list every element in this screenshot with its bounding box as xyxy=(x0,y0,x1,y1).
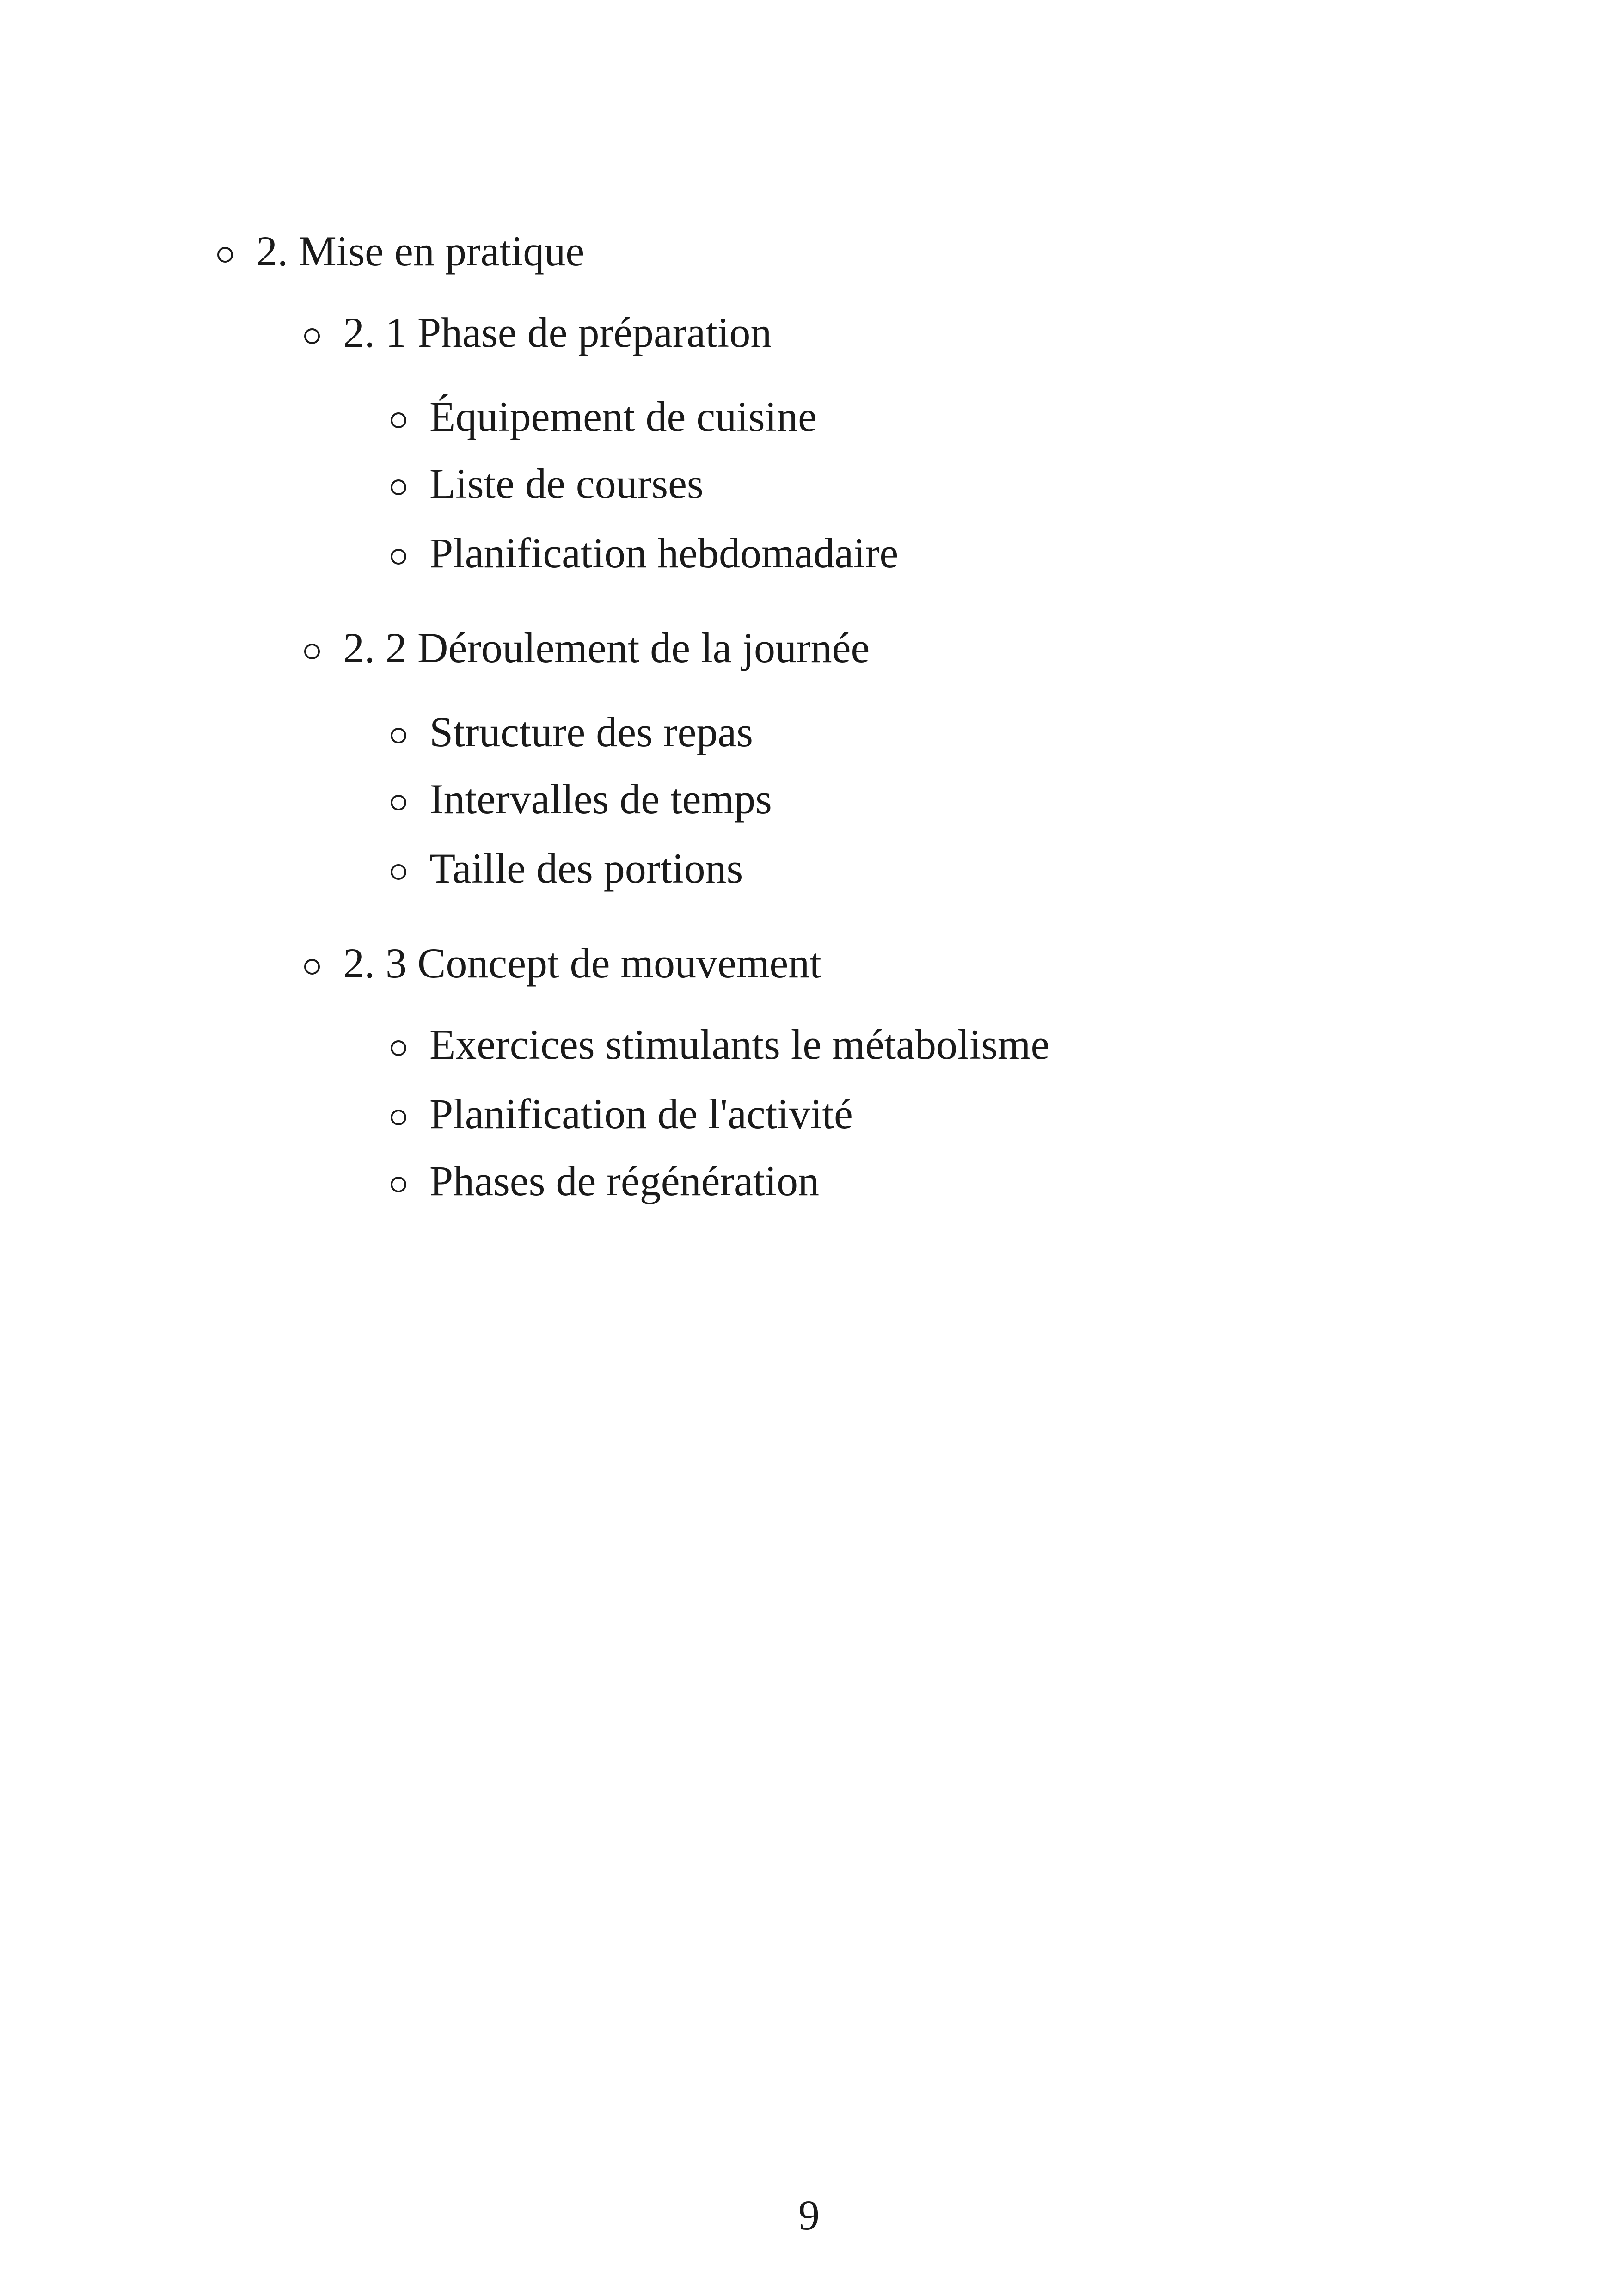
page-number: 9 xyxy=(798,2192,820,2239)
circle-bullet-icon xyxy=(304,959,320,975)
circle-bullet-icon xyxy=(391,728,406,743)
circle-bullet-icon xyxy=(391,795,406,810)
list-item-text: Structure des repas xyxy=(429,708,753,755)
circle-bullet-icon xyxy=(391,412,406,428)
circle-bullet-icon xyxy=(217,247,233,263)
list-item xyxy=(391,708,753,755)
list-item xyxy=(391,775,772,823)
section-heading xyxy=(304,311,772,354)
circle-bullet-icon xyxy=(391,1177,406,1192)
list-item-text: Planification de l'activité xyxy=(429,1090,853,1137)
list-item xyxy=(391,1090,853,1137)
circle-bullet-icon xyxy=(391,1040,406,1056)
section-heading-text: 2. 2 Déroulement de la journée xyxy=(343,624,870,671)
list-item-text: Équipement de cuisine xyxy=(429,393,817,440)
list-item xyxy=(391,462,704,505)
section-heading xyxy=(304,939,821,987)
list-item-text: Exercices stimulants le métabolisme xyxy=(429,1021,1050,1068)
list-item xyxy=(391,1157,820,1204)
list-item-text: Taille des portions xyxy=(429,845,743,892)
list-item xyxy=(391,1023,1049,1066)
circle-bullet-icon xyxy=(304,328,320,344)
list-item-text: Liste de courses xyxy=(429,460,704,507)
list-item xyxy=(391,847,743,890)
list-item xyxy=(391,395,817,438)
circle-bullet-icon xyxy=(391,864,406,880)
circle-bullet-icon xyxy=(391,479,406,495)
list-item xyxy=(391,529,899,577)
outline-heading xyxy=(217,227,585,275)
section-heading-text: 2. 1 Phase de préparation xyxy=(343,309,772,356)
circle-bullet-icon xyxy=(391,1110,406,1125)
section-heading xyxy=(304,626,870,669)
list-item-text: Planification hebdomadaire xyxy=(429,529,899,577)
list-item-text: Phases de régénération xyxy=(429,1157,820,1204)
outline-heading-text: 2. Mise en pratique xyxy=(256,227,585,275)
section-heading-text: 2. 3 Concept de mouvement xyxy=(343,939,821,987)
circle-bullet-icon xyxy=(304,644,320,659)
circle-bullet-icon xyxy=(391,549,406,565)
list-item-text: Intervalles de temps xyxy=(429,775,772,823)
